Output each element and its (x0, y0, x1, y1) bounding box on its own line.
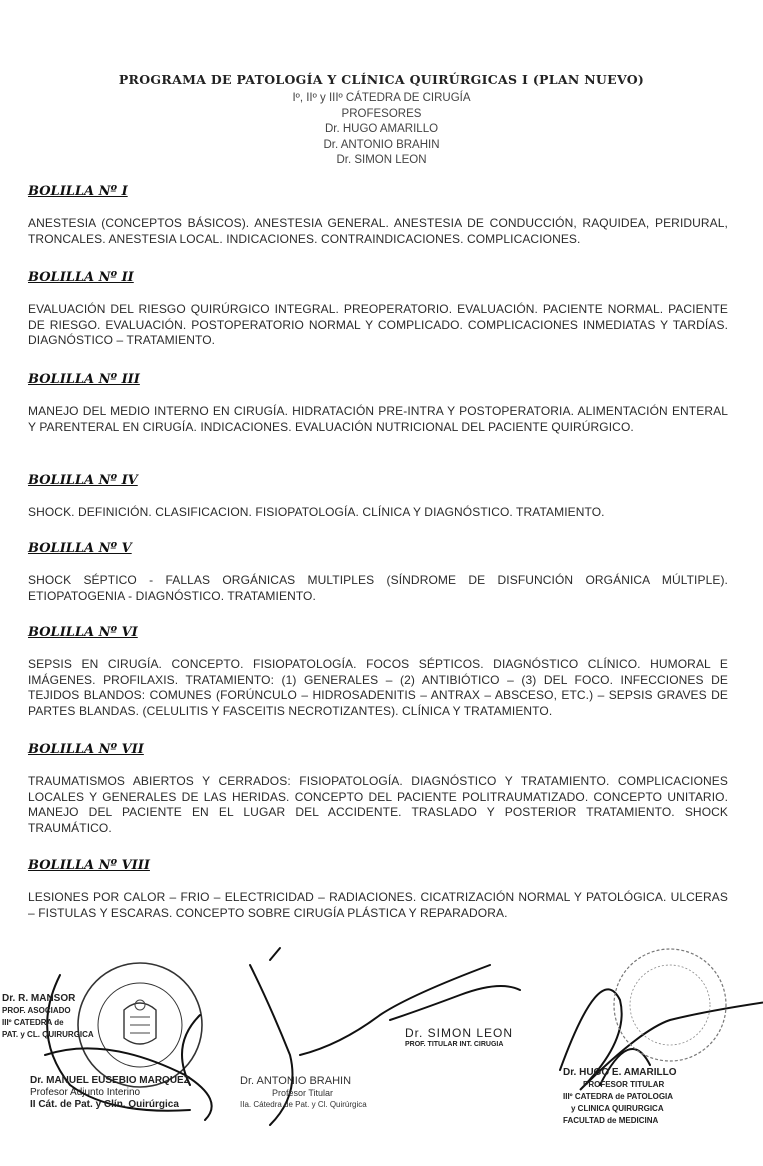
section-body: SHOCK. DEFINICIÓN. CLASIFICACION. FISIOPATOLOGÍA. CLÍNICA Y DIAGNÓSTICO. TRATAMIENTO. (28, 505, 605, 519)
signature-line: PROFESOR TITULAR (583, 1080, 665, 1089)
signatures-area (0, 935, 763, 1166)
signature-line: FACULTAD de MEDICINA (563, 1116, 659, 1125)
professor-name: Dr. HUGO AMARILLO (324, 123, 439, 135)
signature-marquez (30, 1075, 190, 1111)
signature-line: IIa. Cátedra de Pat. y Cl. Quirúrgica (240, 1100, 367, 1109)
section-heading: BOLILLA Nº VII (28, 742, 144, 757)
profesores-label: PROFESORES (341, 107, 422, 120)
signature-amarillo (563, 1067, 677, 1127)
signature-line: PROF. TITULAR INT. CIRUGIA (405, 1041, 504, 1048)
signatures-drawing (0, 935, 763, 1166)
section-bolilla-4 (28, 473, 728, 521)
section-heading: BOLILLA Nº V (28, 541, 132, 556)
section-heading: BOLILLA Nº I (28, 184, 128, 199)
professor-name: Dr. ANTONIO BRAHIN (323, 138, 440, 151)
document-subtitle: Iº, IIº y IIIº CÁTEDRA DE CIRUGÍA (292, 92, 471, 104)
section-heading: BOLILLA Nº III (28, 372, 140, 387)
section-bolilla-2 (28, 270, 728, 349)
signature-line: Dr. ANTONIO BRAHIN (240, 1075, 352, 1087)
section-heading: BOLILLA Nº VI (28, 625, 138, 640)
section-bolilla-7 (28, 742, 728, 836)
section-body: SHOCK SÉPTICO - FALLAS ORGÁNICAS MULTIPLES (SÍNDROME DE DISFUNCIÓN ORGÁNICA MÚLTIPLE). ETIOPATOGENIA - DIAGNÓSTICO. TRATAMIENTO. (28, 573, 728, 603)
professor-name: Dr. SIMON LEON (336, 154, 427, 166)
section-body: EVALUACIÓN DEL RIESGO QUIRÚRGICO INTEGRAL. PREOPERATORIO. EVALUACIÓN. PACIENTE NORMAL. PACIENTE DE RIESGO. EVALUACIÓN. POSTOPERATORIO NORMAL Y COMPLICADO. COMPLICACIONES INMEDIATAS Y TARDÍAS. DIAGNÓSTICO – TRATAMIENTO. (28, 302, 728, 347)
section-body: LESIONES POR CALOR – FRIO – ELECTRICIDAD – RADIACIONES. CICATRIZACIÓN NORMAL Y PATOLÓGICA. ULCERAS – FISTULAS Y ESCARAS. CONCEPTO SOBRE CIRUGÍA PLÁSTICA Y REPARADORA. (28, 890, 728, 920)
signature-line: PROF. ASOCIADO (2, 1006, 71, 1015)
document-title: PROGRAMA DE PATOLOGÍA Y CLÍNICA QUIRÚRGICAS I (PLAN NUEVO) (118, 72, 645, 87)
signature-mansor (2, 993, 94, 1041)
section-bolilla-6 (28, 625, 728, 719)
signature-line: Profesor Adjunto Interino (30, 1087, 141, 1098)
section-bolilla-1 (28, 184, 728, 247)
section-body: ANESTESIA (CONCEPTOS BÁSICOS). ANESTESIA GENERAL. ANESTESIA DE CONDUCCIÓN, RAQUIDEA, PERIDURAL, TRONCALES. ANESTESIA LOCAL. INDICACIONES. CONTRAINDICACIONES. COMPLICACIONES. (28, 216, 728, 246)
signature-line: Dr. MANUEL EUSEBIO MARQUEZ (30, 1075, 190, 1086)
signature-line: y CLINICA QUIRURGICA (571, 1104, 664, 1113)
document-header (0, 72, 763, 169)
signature-line: Profesor Titular (272, 1088, 334, 1098)
section-bolilla-8 (28, 858, 728, 921)
section-bolilla-3 (28, 372, 728, 435)
signature-line: IIIº CATEDRA de PATOLOGIA (563, 1092, 674, 1101)
signature-line: Dr. SIMON LEON (405, 1026, 514, 1040)
signature-leon (405, 1027, 513, 1051)
signature-line: IIIº CATEDRA de (2, 1018, 64, 1027)
signature-brahin (240, 1075, 367, 1111)
section-heading: BOLILLA Nº II (28, 270, 134, 285)
signature-line: Dr. HUGO E. AMARILLO (563, 1067, 677, 1078)
signature-line: II Cát. de Pat. y Clín. Quirúrgica (30, 1099, 179, 1110)
section-body: SEPSIS EN CIRUGÍA. CONCEPTO. FISIOPATOLOGÍA. FOCOS SÉPTICOS. DIAGNÓSTICO CLÍNICO. HUMORAL E IMÁGENES. PROFILAXIS. TRATAMIENTO: (1) GENERALES – (2) ANTIBIÓTICO – (3) DEL FOCO. INFECCIONES DE TEJIDOS BLANDOS: COMUNES (FORÚNCULO – HIDROSADENITIS – ANTRAX – ABSCESO, ETC.) – SEPSIS GRAVES DE PARTES BLANDAS. (CELULITIS Y FASCEITIS NECROTIZANTES). CLÍNICA Y TRATAMIENTO. (28, 657, 728, 718)
section-heading: BOLILLA Nº IV (28, 473, 138, 488)
section-heading: BOLILLA Nº VIII (28, 858, 150, 873)
signature-line: PAT. y CL. QUIRURGICA (2, 1030, 94, 1039)
section-bolilla-5 (28, 541, 728, 604)
university-seal-right (614, 949, 726, 1061)
signature-line: Dr. R. MANSOR (2, 993, 76, 1004)
section-body: TRAUMATISMOS ABIERTOS Y CERRADOS: FISIOPATOLOGÍA. DIAGNÓSTICO Y TRATAMIENTO. COMPLICACIONES LOCALES Y GENERALES DE LAS HERIDAS. CONCEPTO DEL PACIENTE POLITRAUMATIZADO. CONCEPTO UNITARIO. MANEJO DEL PACIENTE EN EL LUGAR DEL ACCIDENTE. TRASLADO Y POSTERIOR TRATAMIENTO. SHOCK TRAUMÁTICO. (28, 774, 728, 835)
section-body: MANEJO DEL MEDIO INTERNO EN CIRUGÍA. HIDRATACIÓN PRE-INTRA Y POSTOPERATORIA. ALIMENTACIÓN ENTERAL Y PARENTERAL EN CIRUGÍA. INDICACIONES. EVALUACIÓN NUTRICIONAL DEL PACIENTE QUIRÚRGICO. (28, 404, 728, 434)
